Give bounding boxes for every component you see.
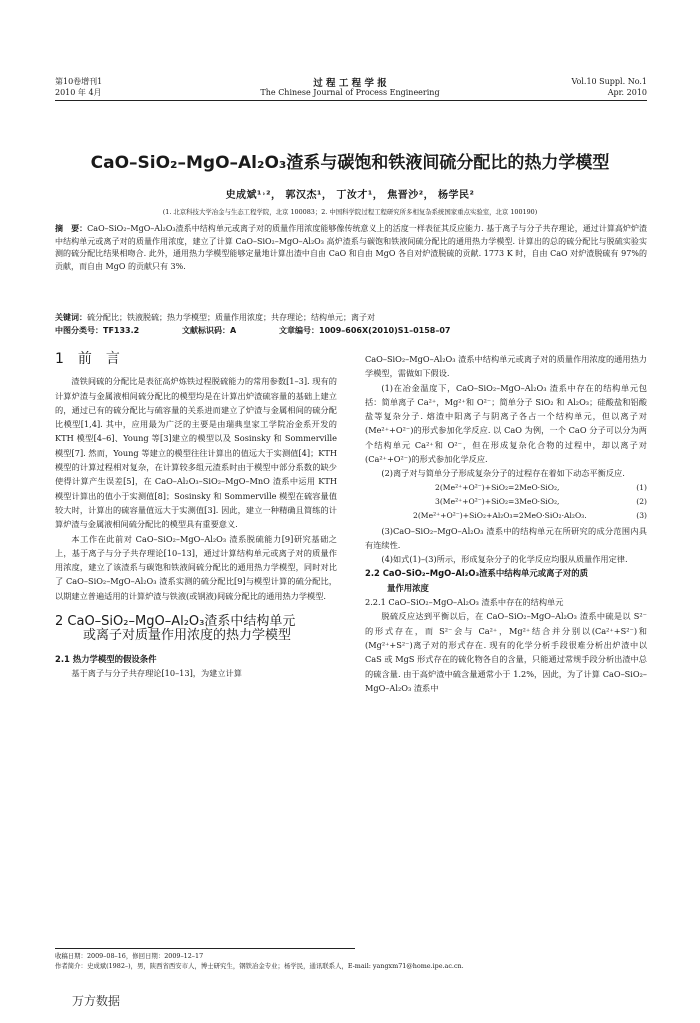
header-rule — [55, 100, 647, 101]
equation-3 — [365, 509, 647, 523]
assumption-intro: CaO–SiO₂–MgO–Al₂O₃ 渣系中结构单元或离子对的质量作用浓度的通用热力学模型，需做如下假设. — [365, 354, 647, 379]
watermark: 万方数据 — [72, 994, 121, 1008]
header-issue-cn: 第10卷增刊1 — [55, 77, 103, 86]
section-1-heading: 1 前 言 — [55, 351, 120, 367]
section-2-heading-line-2: 或离子对质量作用浓度的热力学模型 — [83, 628, 292, 644]
affiliation: (1. 北京科技大学冶金与生态工程学院，北京 100083；2. 中国科学院过程工程研究所多相复杂系统国家重点实验室，北京 100190) — [162, 208, 538, 216]
equation-3-number: (3) — [636, 511, 647, 521]
header-journal-en: The Chinese Journal of Process Engineering — [260, 88, 440, 97]
equation-2 — [365, 495, 647, 509]
clc-number: 中图分类号：TF133.2 — [55, 326, 140, 335]
equation-1 — [365, 481, 647, 495]
classification-line — [55, 325, 647, 337]
keywords-label: 关键词： — [55, 313, 87, 322]
equation-1-number: (1) — [636, 482, 647, 492]
abstract-text: CaO–SiO₂–MgO–Al₂O₃渣系中结构单元或离子对的质量作用浓度能够像传统意义上的活度一样表征其反应能力. 基于离子与分子共存理论，通过计算高炉炉渣中结构单元或离子对的质量作用浓度，建立了计算 CaO–SiO₂–MgO–Al₂O₃ 高炉渣系与碳饱和铁液间硫分配比的通用热力学模型. 计算出的总的硫分配比与脱硫实验实测的硫分配比结果相吻合. 此外，通用热力学模型能够定量地计算出渣中自由 CaO 和自由 MgO 各自对炉渣脱硫的贡献. 1773 K 时，自由 CaO 对炉渣脱硫有 97%的贡献，而自由 MgO 的贡献只有 3%. — [55, 224, 648, 271]
header-vol-en: Vol.10 Suppl. No.1 — [571, 77, 647, 86]
section-2-2-1-heading: 2.2.1 CaO–SiO₂–MgO–Al₂O₃ 渣系中存在的结构单元 — [365, 597, 564, 608]
author-list: 史成斌¹˒²， 郭汉杰¹， 丁汝才¹， 焦晋沙²， 杨学民² — [225, 190, 475, 201]
equation-2-body: 3(Me²⁺+O²⁻)+SiO₂=3MeO·SiO₂, — [435, 496, 560, 506]
equation-1-body: 2(Me²⁺+O²⁻)+SiO₂=2MeO·SiO₂, — [435, 482, 560, 492]
assumption-3: (3)CaO–SiO₂–MgO–Al₂O₃ 渣系中的结构单元在所研究的成分范围内具有连续性. — [365, 525, 647, 550]
abstract-label: 摘 要： — [55, 224, 88, 233]
intro-paragraph-1: 渣铁间硫的分配比是表征高炉炼铁过程脱硫能力的常用参数[1–3]. 现有的计算炉渣与金属液相间硫分配比的模型均是在计算出炉渣硫容量的基础上建立的，通过已有的硫分配比与硫容量的关系进而建立了炉渣与金属相间的硫分配比模型[1,4]. 其中，应用最为广泛的主要是由瑞典皇家工学院冶金系开发的 KTH 模型[4–6]、Young 等[3]建立的模型以及 Sosinsky 和 Sommerville 模型[7]. 然而，Young 等建立的模型往往计算出的值远大于实测值[4]；KTH 模型的计算过程相对复杂，在计算较多组元渣系时由于模型中部分系数的缺少使得计算产生误差[5]，在 CaO–Al₂O₃–SiO₂–MgO–MnO 渣系中运用 KTH 模型计算出的值小于实测值[8]；Sosinsky 和 Sommerville 模型在硫容量值较大时，计算出的硫容量值远大于实测值[3]. 因此，建立一种精确且简练的计算炉渣与金属液相间硫分配比的模型具有重要意义. — [55, 376, 337, 530]
intro-paragraph-2: 本工作在此前对 CaO–SiO₂–MgO–Al₂O₃ 渣系脱硫能力[9]研究基础之上，基于离子与分子共存理论[10–13]，通过计算结构单元或离子对的质量作用浓度，建立了该渣系与碳饱和铁液间硫分配比的通用热力学模型，同时对比了 CaO–SiO₂–MgO–Al₂O₃ 渣系实测的硫分配比[9]与模型计算的硫分配比，以期建立普遍适用的计算炉渣与铁液(或钢液)间硫分配比的通用热力学模型. — [55, 533, 337, 601]
assumption-4: (4)如式(1)–(3)所示，形成复杂分子的化学反应均服从质量作用定律. — [381, 554, 628, 565]
right-column — [365, 352, 647, 695]
footnote-author-info: 作者简介：史成斌(1982–)，男，陕西省西安市人，博士研究生，钢铁冶金专业；杨学民，通讯联系人，E-mail: yangxm71@home.ipe.ac.cn. — [55, 962, 464, 970]
section-2-2-1-paragraph: 脱硫反应达到平衡以后，在 CaO–SiO₂–MgO–Al₂O₃ 渣系中硫是以 S²⁻的形式存在，而 S²⁻会与 Ca²⁺，Mg²⁺结合并分别以(Ca²⁺+S²⁻)和(Mg²⁺+S²⁻)离子对的形式存在. 现有的化学分析手段很难分析出炉渣中以 CaS 或 MgS 形式存在的硫化物各自的含量，只能通过常规手段分析出渣中总的硫含量. 由于高炉渣中硫含量通常小于 1.2%，因此，为了计算 CaO–SiO₂–MgO–Al₂O₃ 渣系中 — [365, 611, 647, 693]
header-journal-cn: 过 程 工 程 学 报 — [313, 78, 387, 89]
section-2-2-heading-line-1: 2.2 CaO–SiO₂–MgO–Al₂O₃渣系中结构单元或离子对的质 — [365, 568, 589, 579]
section-2-1-heading: 2.1 热力学模型的假设条件 — [55, 653, 157, 664]
abstract — [55, 223, 647, 273]
section-2-1-paragraph: 基于离子与分子共存理论[10–13]，为建立计算 — [71, 667, 242, 678]
header-date-cn: 2010 年 4月 — [55, 88, 102, 97]
footnote-rule — [55, 948, 355, 949]
assumption-1: (1)在冶金温度下，CaO–SiO₂–MgO–Al₂O₃ 渣系中存在的结构单元包括：简单离子 Ca²⁺，Mg²⁺和 O²⁻；简单分子 SiO₂ 和 Al₂O₃；硅酸盐和铝酸盐等复杂分子. 熔渣中阳离子与阴离子各占一个结构单元，但以离子对(Me²⁺+O²⁻)的形式参加化学反应. 以 CaO 为例，一个 CaO 分子可以分为两个结构单元 Ca²⁺和 O²⁻，但在形成复杂化合物的过程中，却以离子对(Ca²⁺+O²⁻)的形式参加化学反应. — [365, 382, 647, 465]
assumption-2: (2)离子对与简单分子形成复杂分子的过程存在着如下动态平衡反应. — [381, 468, 625, 479]
paper-title: CaO–SiO₂–MgO–Al₂O₃渣系与碳饱和铁液间硫分配比的热力学模型 — [90, 153, 610, 173]
keywords-text: 硫分配比；铁液脱硫；热力学模型；质量作用浓度；共存理论；结构单元；离子对 — [87, 313, 375, 322]
equation-3-body: 2(Me²⁺+O²⁻)+SiO₂+Al₂O₃=2MeO·SiO₂·Al₂O₃. — [413, 511, 587, 521]
left-column — [55, 352, 337, 680]
section-2-heading-line-1: 2 CaO–SiO₂–MgO–Al₂O₃渣系中结构单元 — [55, 614, 296, 630]
footnote-dates: 收稿日期：2009–08–16，修回日期：2009–12–17 — [55, 952, 204, 960]
keywords — [55, 312, 647, 324]
header-date-en: Apr. 2010 — [607, 88, 647, 97]
section-2-2-heading-line-2: 量作用浓度 — [387, 582, 429, 593]
doc-code: 文献标识码：A — [182, 326, 237, 335]
equation-2-number: (2) — [636, 496, 647, 506]
footnote — [55, 951, 647, 971]
article-number: 文章编号：1009–606X(2010)S1–0158–07 — [279, 326, 451, 335]
